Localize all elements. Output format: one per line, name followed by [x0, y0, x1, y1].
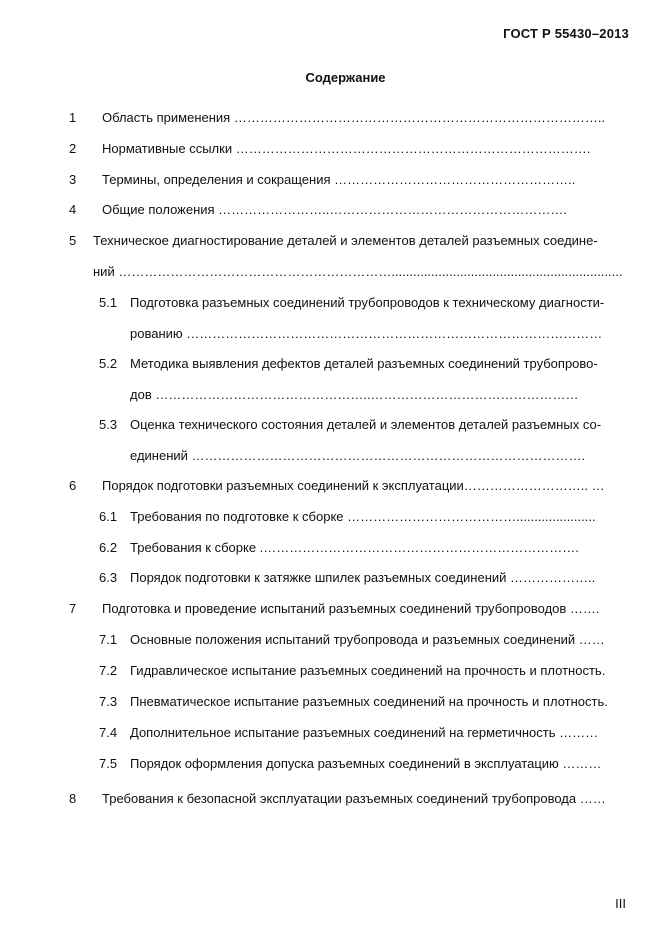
page-number: III [615, 896, 626, 911]
toc-entry[interactable]: Порядок оформления допуска разъемных соединений в эксплуатацию ……… [130, 756, 602, 771]
toc-entry-continuation[interactable]: единений ………………………………………………………………………………. [130, 448, 586, 463]
toc-number: 1 [69, 110, 77, 125]
toc-entry[interactable]: Требования к сборке .………………………………………………………………. [130, 540, 579, 555]
toc-entry[interactable]: Общие положения ……………………..………………………………………………. [102, 202, 568, 217]
toc-number: 6.1 [99, 509, 118, 524]
toc-entry[interactable]: Пневматическое испытание разъемных соединений на прочность и плотность. [130, 694, 608, 709]
toc-number: 8 [69, 791, 77, 806]
toc-entry[interactable]: Требования по подготовке к сборке …………………………………...................... [130, 509, 596, 524]
contents-title: Содержание [305, 70, 386, 85]
toc-number: 5.2 [99, 356, 118, 371]
toc-entry-continuation[interactable]: дов …………………………………………..………………………………………… [130, 387, 579, 402]
toc-number: 4 [69, 202, 77, 217]
toc-number: 5.3 [99, 417, 118, 432]
toc-number: 3 [69, 172, 77, 187]
toc-entry[interactable]: Порядок подготовки разъемных соединений к эксплуатации……………………….. … [102, 478, 605, 493]
toc-entry[interactable]: Порядок подготовки к затяжке шпилек разъемных соединений ……………….. [130, 570, 596, 585]
toc-number: 6 [69, 478, 77, 493]
toc-number: 6.2 [99, 540, 118, 555]
toc-number: 7.3 [99, 694, 118, 709]
toc-entry[interactable]: Дополнительное испытание разъемных соединений на герметичность ……… [130, 725, 599, 740]
toc-number: 5.1 [99, 295, 118, 310]
toc-number: 7.1 [99, 632, 118, 647]
toc-entry[interactable]: Техническое диагностирование деталей и элементов деталей разъемных соедине- [93, 233, 598, 248]
toc-entry[interactable]: Термины, определения и сокращения ……………………………………………….. [102, 172, 576, 187]
toc-number: 6.3 [99, 570, 118, 585]
toc-entry[interactable]: Требования к безопасной эксплуатации разъемных соединений трубопровода …… [102, 791, 606, 806]
toc-entry-continuation[interactable]: рованию …………………………………………………………………………………… [130, 326, 603, 341]
toc-entry[interactable]: Методика выявления дефектов деталей разъемных соединений трубопрово- [130, 356, 598, 371]
toc-entry[interactable]: Подготовка разъемных соединений трубопроводов к техническому диагности- [130, 295, 605, 310]
toc-number: 7 [69, 601, 77, 616]
toc-entry[interactable]: Подготовка и проведение испытаний разъемных соединений трубопроводов ……. [102, 601, 600, 616]
toc-number: 5 [69, 233, 77, 248]
toc-entry[interactable]: Область применения ………………………………………………………………………….. [102, 110, 606, 125]
toc-number: 7.5 [99, 756, 118, 771]
toc-entry[interactable]: Основные положения испытаний трубопровода и разъемных соединений …… [130, 632, 605, 647]
toc-entry-continuation[interactable]: ний ………………………………………………………................................................................ [93, 264, 623, 279]
toc-number: 2 [69, 141, 77, 156]
standard-designation: ГОСТ Р 55430–2013 [503, 26, 629, 41]
toc-entry[interactable]: Нормативные ссылки ………………………………………………………………………. [102, 141, 591, 156]
toc-number: 7.4 [99, 725, 118, 740]
toc-entry[interactable]: Гидравлическое испытание разъемных соединений на прочность и плотность. [130, 663, 606, 678]
toc-entry[interactable]: Оценка технического состояния деталей и элементов деталей разъемных со- [130, 417, 602, 432]
toc-number: 7.2 [99, 663, 118, 678]
